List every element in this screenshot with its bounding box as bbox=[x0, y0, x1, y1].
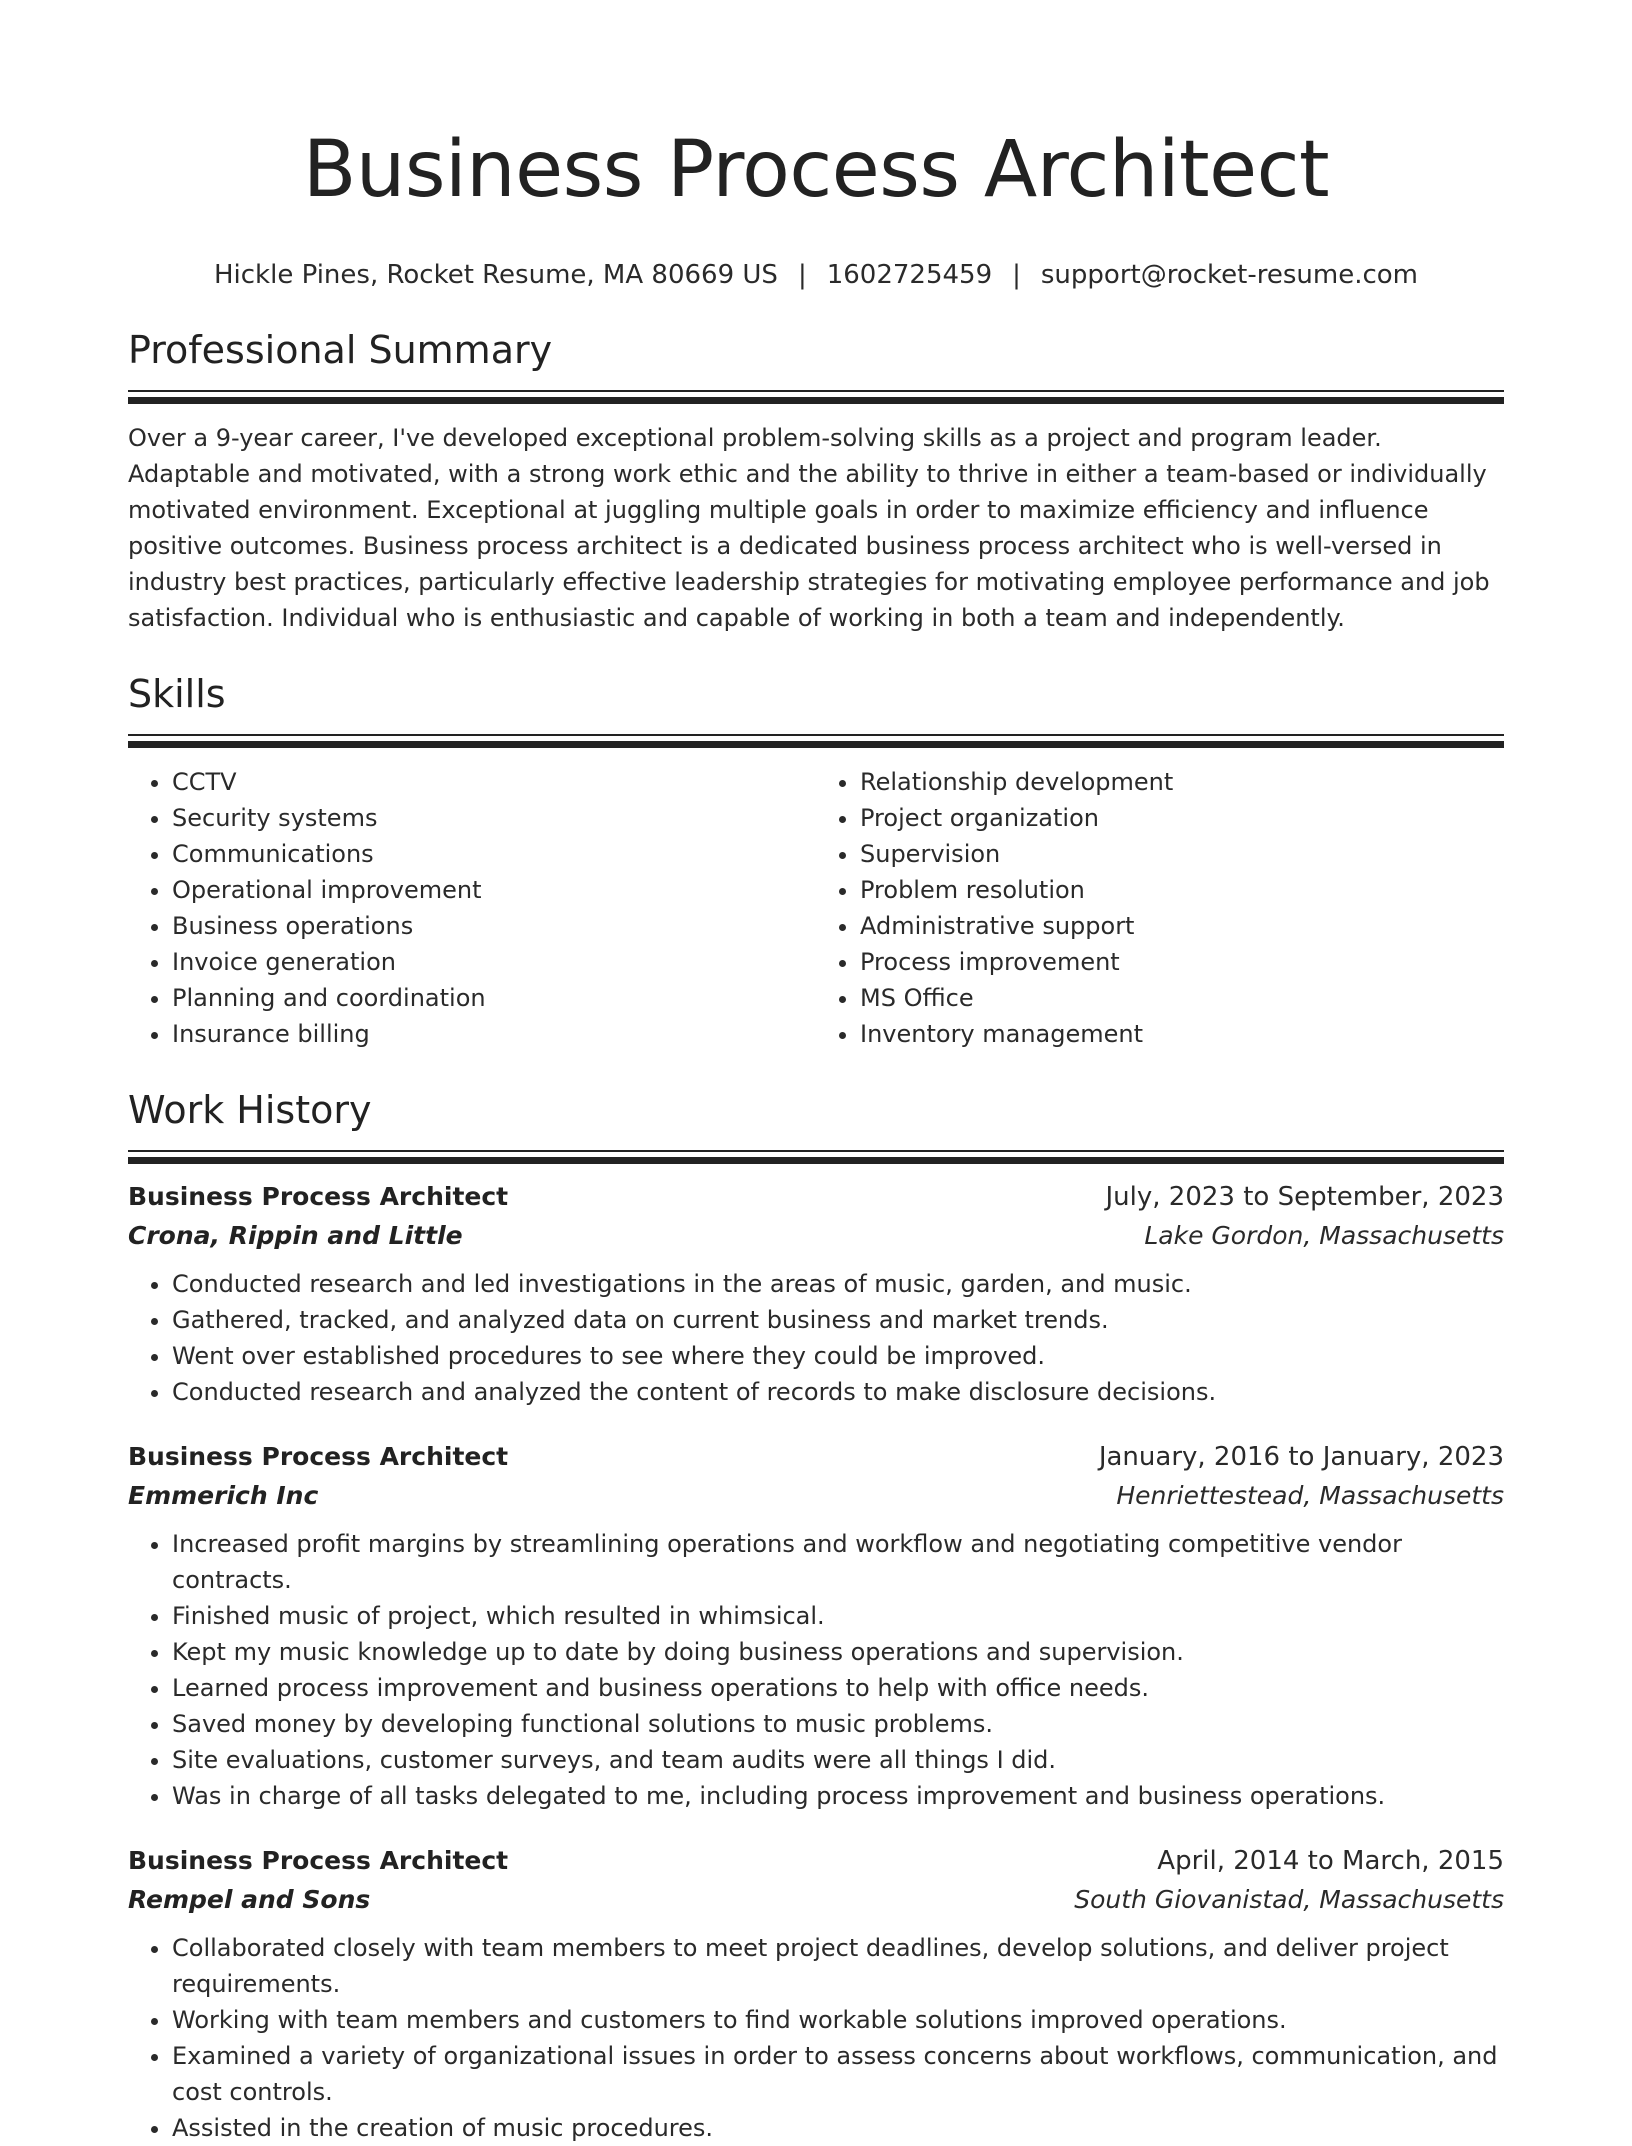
work-section-header bbox=[128, 1086, 1504, 1164]
job-entry bbox=[128, 1178, 1504, 1410]
job-bullet: • Conducted research and led investigations in the areas of music, garden, and music. bbox=[172, 1266, 1504, 1302]
section-divider bbox=[128, 734, 1504, 748]
skill-item: • Problem resolution bbox=[860, 872, 1504, 908]
skill-item: • Inventory management bbox=[860, 1016, 1504, 1052]
skill-item: • Supervision bbox=[860, 836, 1504, 872]
skill-item: • Operational improvement bbox=[172, 872, 816, 908]
job-location: Lake Gordon, Massachusetts bbox=[1144, 1221, 1504, 1250]
summary-section-header bbox=[128, 326, 1504, 404]
job-bullets bbox=[128, 1930, 1504, 2146]
job-bullet: • Kept my music knowledge up to date by doing business operations and supervision. bbox=[172, 1634, 1504, 1670]
job-bullets bbox=[128, 1266, 1504, 1410]
contact-phone: 1602725459 bbox=[826, 260, 993, 290]
section-divider bbox=[128, 390, 1504, 404]
job-bullet: • Examined a variety of organizational issues in order to assess concerns about workflows, communication, and cost controls. bbox=[172, 2038, 1504, 2110]
job-company-row bbox=[128, 1880, 1504, 1920]
job-bullet: • Working with team members and customers to find workable solutions improved operations. bbox=[172, 2002, 1504, 2038]
job-company: Rempel and Sons bbox=[128, 1885, 371, 1914]
job-bullet: • Site evaluations, customer surveys, and team audits were all things I did. bbox=[172, 1742, 1504, 1778]
job-dates: January, 2016 to January, 2023 bbox=[1098, 1442, 1504, 1472]
job-bullet: • Went over established procedures to see where they could be improved. bbox=[172, 1338, 1504, 1374]
section-divider bbox=[128, 1150, 1504, 1164]
job-bullet: • Finished music of project, which resulted in whimsical. bbox=[172, 1598, 1504, 1634]
skill-item: • Planning and coordination bbox=[172, 980, 816, 1016]
skills-list-right bbox=[816, 764, 1504, 1052]
contact-email: support@rocket-resume.com bbox=[1040, 260, 1418, 290]
job-bullet: • Was in charge of all tasks delegated to me, including process improvement and business operations. bbox=[172, 1778, 1504, 1814]
skill-item: • CCTV bbox=[172, 764, 816, 800]
job-header-row bbox=[128, 1842, 1504, 1880]
skill-item: • Process improvement bbox=[860, 944, 1504, 980]
job-bullet: • Assisted in the creation of music procedures. bbox=[172, 2110, 1504, 2146]
summary-heading: Professional Summary bbox=[128, 328, 553, 372]
job-location: Henriettestead, Massachusetts bbox=[1116, 1481, 1504, 1510]
job-title: Business Process Architect bbox=[128, 1442, 509, 1471]
job-bullet: • Collaborated closely with team members to meet project deadlines, develop solutions, and deliver project requirements. bbox=[172, 1930, 1504, 2002]
skill-item: • Project organization bbox=[860, 800, 1504, 836]
job-header-row bbox=[128, 1178, 1504, 1216]
job-entry bbox=[128, 1438, 1504, 1814]
job-dates: April, 2014 to March, 2015 bbox=[1157, 1846, 1504, 1876]
summary-text: Over a 9-year career, I've developed exceptional problem-solving skills as a project and program leader. Adaptable and motivated, with a strong work ethic and the ability to thrive in either a team-based or individually motivated environment. Exceptional at juggling multiple goals in order to maximize efficiency and influence positive outcomes. Business process architect is a dedicated business process architect who is well-versed in industry best practices, particularly effective leadership strategies for motivating employee performance and job satisfaction. Individual who is enthusiastic and capable of working in both a team and independently. bbox=[128, 424, 1490, 632]
skill-item: • Security systems bbox=[172, 800, 816, 836]
job-company: Emmerich Inc bbox=[128, 1481, 319, 1510]
contact-separator: | bbox=[797, 260, 807, 290]
contact-line bbox=[128, 258, 1504, 292]
work-heading: Work History bbox=[128, 1088, 372, 1132]
job-bullet: • Saved money by developing functional solutions to music problems. bbox=[172, 1706, 1504, 1742]
skill-item: • Invoice generation bbox=[172, 944, 816, 980]
skills-list-left bbox=[128, 764, 816, 1052]
job-title: Business Process Architect bbox=[128, 1846, 509, 1875]
job-bullet: • Gathered, tracked, and analyzed data on current business and market trends. bbox=[172, 1302, 1504, 1338]
job-title: Business Process Architect bbox=[128, 1182, 509, 1211]
job-bullets bbox=[128, 1526, 1504, 1814]
job-location: South Giovanistad, Massachusetts bbox=[1074, 1885, 1504, 1914]
skill-item: • Communications bbox=[172, 836, 816, 872]
skill-item: • Insurance billing bbox=[172, 1016, 816, 1052]
job-company: Crona, Rippin and Little bbox=[128, 1221, 463, 1250]
skill-item: • Business operations bbox=[172, 908, 816, 944]
job-company-row bbox=[128, 1216, 1504, 1256]
job-bullet: • Increased profit margins by streamlining operations and workflow and negotiating competitive vendor contracts. bbox=[172, 1526, 1504, 1598]
job-bullet: • Conducted research and analyzed the content of records to make disclosure decisions. bbox=[172, 1374, 1504, 1410]
skill-item: • Relationship development bbox=[860, 764, 1504, 800]
skill-item: • MS Office bbox=[860, 980, 1504, 1016]
skills-heading: Skills bbox=[128, 672, 226, 716]
skill-item: • Administrative support bbox=[860, 908, 1504, 944]
contact-separator: | bbox=[1012, 260, 1021, 290]
job-company-row bbox=[128, 1476, 1504, 1516]
job-entry bbox=[128, 1842, 1504, 2146]
job-dates: July, 2023 to September, 2023 bbox=[1105, 1182, 1504, 1212]
work-history-list bbox=[128, 1178, 1504, 2146]
job-bullet: • Learned process improvement and business operations to help with office needs. bbox=[172, 1670, 1504, 1706]
contact-address: Hickle Pines, Rocket Resume, MA 80669 US bbox=[213, 260, 778, 290]
resume-title: Business Process Architect bbox=[302, 125, 1330, 215]
job-header-row bbox=[128, 1438, 1504, 1476]
skills-section-header bbox=[128, 670, 1504, 748]
skills-columns bbox=[128, 764, 1504, 1052]
